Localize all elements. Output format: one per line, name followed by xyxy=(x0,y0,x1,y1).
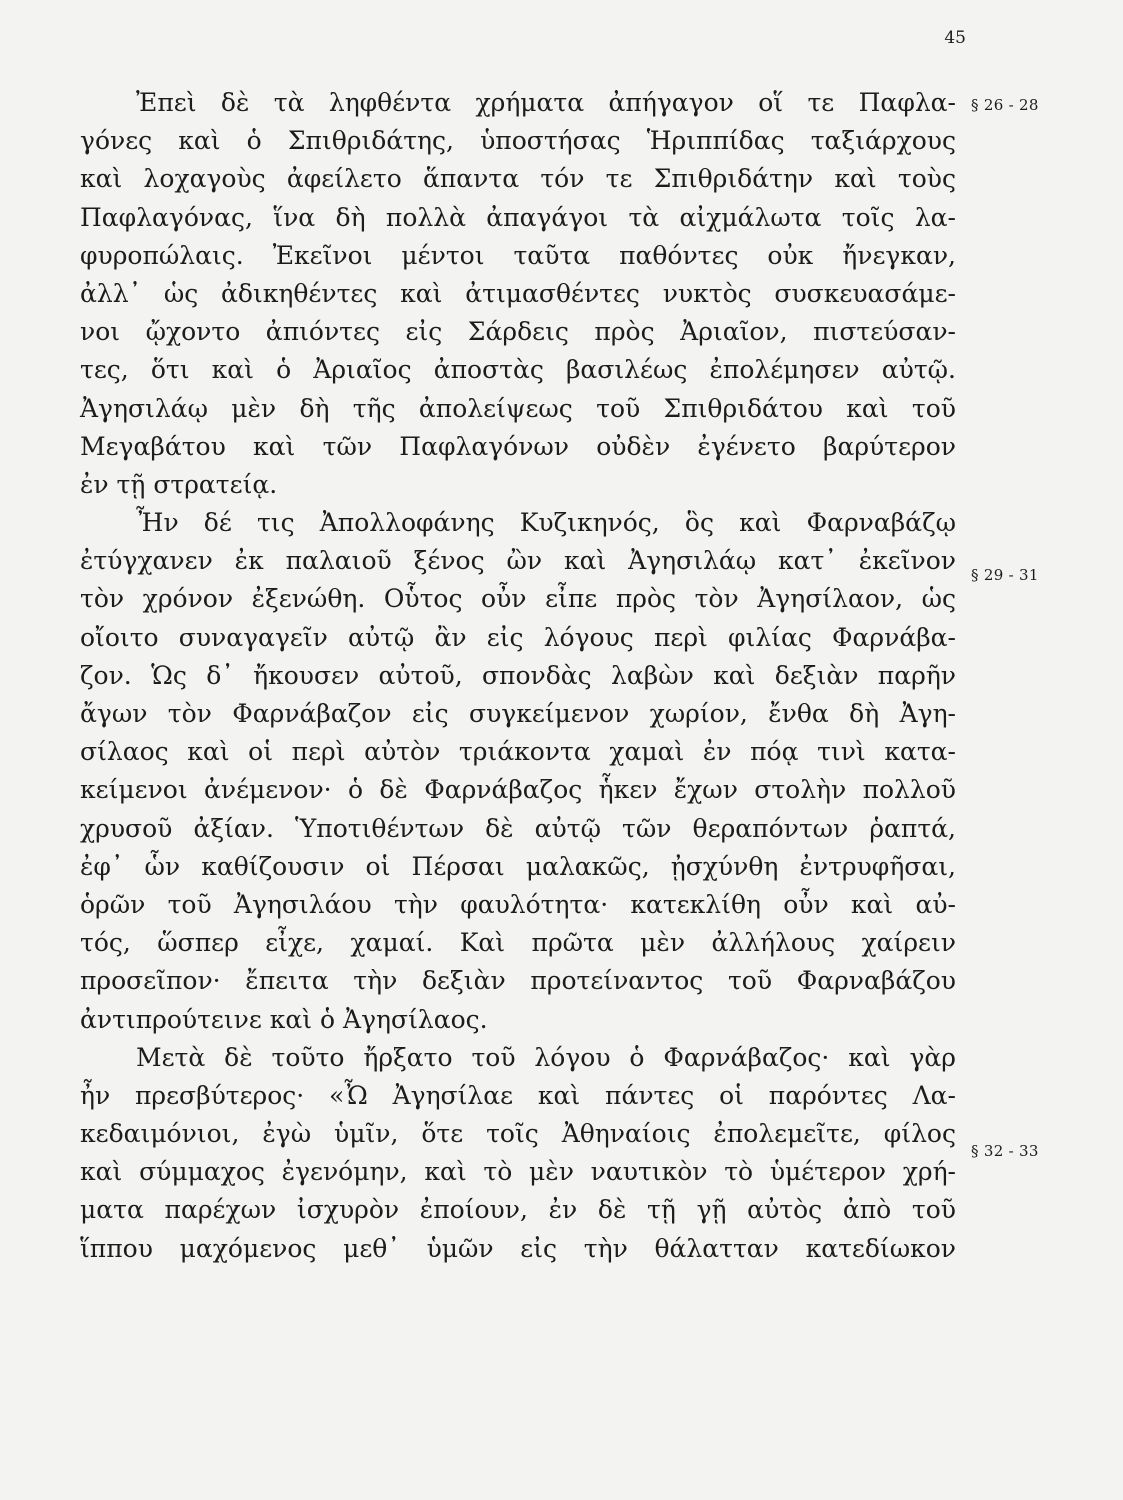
page-number: 45 xyxy=(944,28,966,48)
main-text xyxy=(80,84,956,1268)
text-line: τός, ὥσπερ εἶχε, χαμαί. Καὶ πρῶτα μὲν ἀλλήλους χαίρειν xyxy=(80,928,956,958)
text-line: ματα παρέχων ἰσχυρὸν ἐποίουν, ἐν δὲ τῇ γῇ αὐτὸς ἀπὸ τοῦ xyxy=(80,1195,956,1225)
text-line: ἄγων τὸν Φαρνάβαζον εἰς συγκείμενον χωρίον, ἔνθα δὴ Ἀγη- xyxy=(80,699,956,728)
text-line: φυροπώλαις. Ἐκεῖνοι μέντοι ταῦτα παθόντες οὐκ ἤνεγκαν, xyxy=(80,240,956,270)
paragraph xyxy=(80,84,956,504)
text-line: Μετὰ δὲ τοῦτο ἤρξατο τοῦ λόγου ὁ Φαρνάβαζος· καὶ γὰρ xyxy=(136,1042,956,1072)
text-line: ἐν τῇ στρατείᾳ. xyxy=(80,469,278,499)
text-line: σίλαος καὶ οἱ περὶ αὐτὸν τριάκοντα χαμαὶ ἐν πόᾳ τινὶ κατα- xyxy=(80,737,956,767)
text-line: κείμενοι ἀνέμενον· ὁ δὲ Φαρνάβαζος ἧκεν ἔχων στολὴν πολλοῦ xyxy=(80,775,956,805)
text-line: ἀλλ᾽ ὡς ἀδικηθέντες καὶ ἀτιμασθέντες νυκτὸς συσκευασάμε- xyxy=(80,278,956,308)
paragraph xyxy=(80,504,956,1039)
text-line: Ἐπεὶ δὲ τὰ ληφθέντα χρήματα ἀπήγαγον οἵ τε Παφλα- xyxy=(136,88,956,117)
text-line: ζον. Ὡς δ᾽ ἤκουσεν αὐτοῦ, σπονδὰς λαβὼν καὶ δεξιὰν παρῆν xyxy=(80,660,956,690)
text-line: προσεῖπον· ἔπειτα τὴν δεξιὰν προτείναντος τοῦ Φαρναβάζου xyxy=(80,966,956,996)
text-line: καὶ σύμμαχος ἐγενόμην, καὶ τὸ μὲν ναυτικὸν τὸ ὑμέτερον χρή- xyxy=(80,1157,956,1187)
text-line: τες, ὅτι καὶ ὁ Ἀριαῖος ἀποστὰς βασιλέως ἐπολέμησεν αὐτῷ. xyxy=(80,355,956,385)
text-line: γόνες καὶ ὁ Σπιθριδάτης, ὑποστήσας Ἡριππίδας ταξιάρχους xyxy=(80,126,956,156)
marginal-section-ref: § 32 - 33 xyxy=(971,1142,1039,1160)
text-line: χρυσοῦ ἀξίαν. Ὑποτιθέντων δὲ αὐτῷ τῶν θεραπόντων ῥαπτά, xyxy=(80,813,956,843)
text-line: ὁρῶν τοῦ Ἀγησιλάου τὴν φαυλότητα· κατεκλίθη οὖν καὶ αὐ- xyxy=(80,889,956,919)
text-line: ἐτύγχανεν ἐκ παλαιοῦ ξένος ὢν καὶ Ἀγησιλάῳ κατ᾽ ἐκεῖνον xyxy=(80,546,956,576)
text-line: Ἦν δέ τις Ἀπολλοφάνης Κυζικηνός, ὃς καὶ Φαρναβάζῳ xyxy=(136,508,956,538)
text-line: κεδαιμόνιοι, ἐγὼ ὑμῖν, ὅτε τοῖς Ἀθηναίοις ἐπολεμεῖτε, φίλος xyxy=(80,1119,956,1149)
text-line: ἵππου μαχόμενος μεθ᾽ ὑμῶν εἰς τὴν θάλατταν κατεδίωκον xyxy=(80,1233,956,1263)
text-line: ἀντιπρούτεινε καὶ ὁ Ἀγησίλαος. xyxy=(80,1004,488,1034)
marginal-section-ref: § 26 - 28 xyxy=(971,96,1039,114)
text-line: Παφλαγόνας, ἵνα δὴ πολλὰ ἀπαγάγοι τὰ αἰχμάλωτα τοῖς λα- xyxy=(80,202,956,232)
text-line: Μεγαβάτου καὶ τῶν Παφλαγόνων οὐδὲν ἐγένετο βαρύτερον xyxy=(80,431,956,461)
text-line: ἐφ᾽ ὧν καθίζουσιν οἱ Πέρσαι μαλακῶς, ᾐσχύνθη ἐντρυφῆσαι, xyxy=(80,851,956,881)
text-line: οἴοιτο συναγαγεῖν αὐτῷ ἂν εἰς λόγους περὶ φιλίας Φαρνάβα- xyxy=(80,622,956,652)
text-line: ἦν πρεσβύτερος· «Ὦ Ἀγησίλαε καὶ πάντες οἱ παρόντες Λα- xyxy=(80,1080,956,1110)
paragraph xyxy=(80,1039,956,1268)
marginal-section-ref: § 29 - 31 xyxy=(971,566,1039,584)
text-line: Ἀγησιλάῳ μὲν δὴ τῆς ἀπολείψεως τοῦ Σπιθριδάτου καὶ τοῦ xyxy=(80,393,956,423)
text-line: τὸν χρόνον ἐξενώθη. Οὗτος οὖν εἶπε πρὸς τὸν Ἀγησίλαον, ὡς xyxy=(80,584,956,614)
text-line: νοι ᾤχοντο ἀπιόντες εἰς Σάρδεις πρὸς Ἀριαῖον, πιστεύσαν- xyxy=(80,317,956,347)
text-line: καὶ λοχαγοὺς ἀφείλετο ἅπαντα τόν τε Σπιθριδάτην καὶ τοὺς xyxy=(80,164,956,194)
